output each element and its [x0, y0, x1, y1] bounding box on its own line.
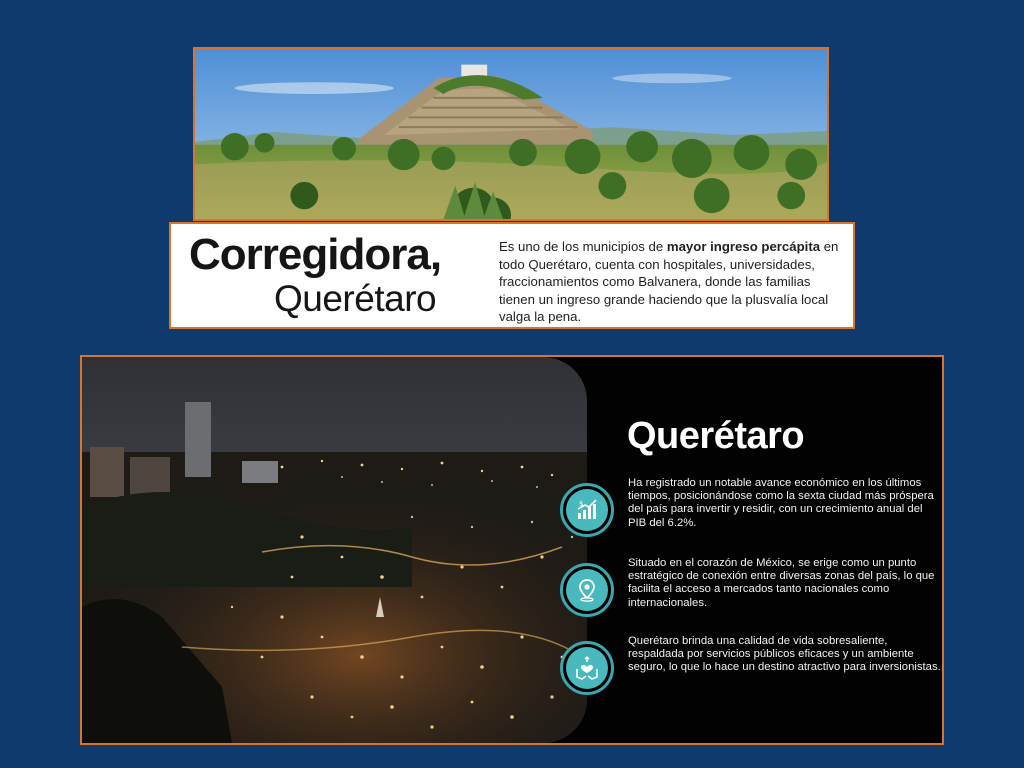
- feature-quality-of-life: [560, 635, 940, 707]
- feature-text: Ha registrado un notable avance económico en los últimos tiempos, posicionándose como la sexta ciudad más próspera del país para invertir y residir, con un crecimiento anual del PIB del 6.2%.: [628, 477, 934, 529]
- feature-icon-circle: [560, 483, 614, 537]
- corregidora-info-card: [169, 222, 855, 329]
- feature-icon-circle: [560, 563, 614, 617]
- queretaro-title: Querétaro: [627, 415, 805, 457]
- growth-chart-icon: [566, 489, 608, 531]
- feature-text: Situado en el corazón de México, se erige como un punto estratégico de conexión entre diversas zonas del país, lo que facilita el acceso a mercados tanto nacionales como internacionales.: [628, 557, 935, 609]
- feature-economic-growth: [560, 477, 940, 549]
- feature-strategic-location: [560, 557, 940, 629]
- heart-hands-icon: [566, 647, 608, 689]
- feature-icon-circle: [560, 641, 614, 695]
- corregidora-subtitle: Querétaro: [274, 278, 437, 319]
- city-night-image: [82, 357, 587, 743]
- description-prefix: Es uno de los municipios de: [499, 239, 667, 254]
- feature-text: Querétaro brinda una calidad de vida sobresaliente, respaldada por servicios públicos eficaces y un ambiente seguro, lo que lo hace un destino atractivo para inversionistas.: [628, 635, 941, 674]
- queretaro-info-card: [80, 355, 944, 745]
- corregidora-title: Corregidora,: [189, 230, 442, 279]
- corregidora-photo: [193, 47, 829, 221]
- location-pin-icon: [566, 569, 608, 611]
- corregidora-description: [499, 238, 844, 326]
- svg-text:$: $: [579, 500, 584, 508]
- pyramid-landscape-image: [195, 49, 827, 219]
- description-highlight: mayor ingreso percápita: [666, 239, 821, 254]
- description-suffix: en todo Querétaro, cuenta con hospitales, universidades, fraccionamientos como Balvanera, donde las familias tienen un ingreso grande haciendo que la plusvalía local valga la pena.: [499, 239, 839, 325]
- queretaro-night-photo: [82, 357, 587, 743]
